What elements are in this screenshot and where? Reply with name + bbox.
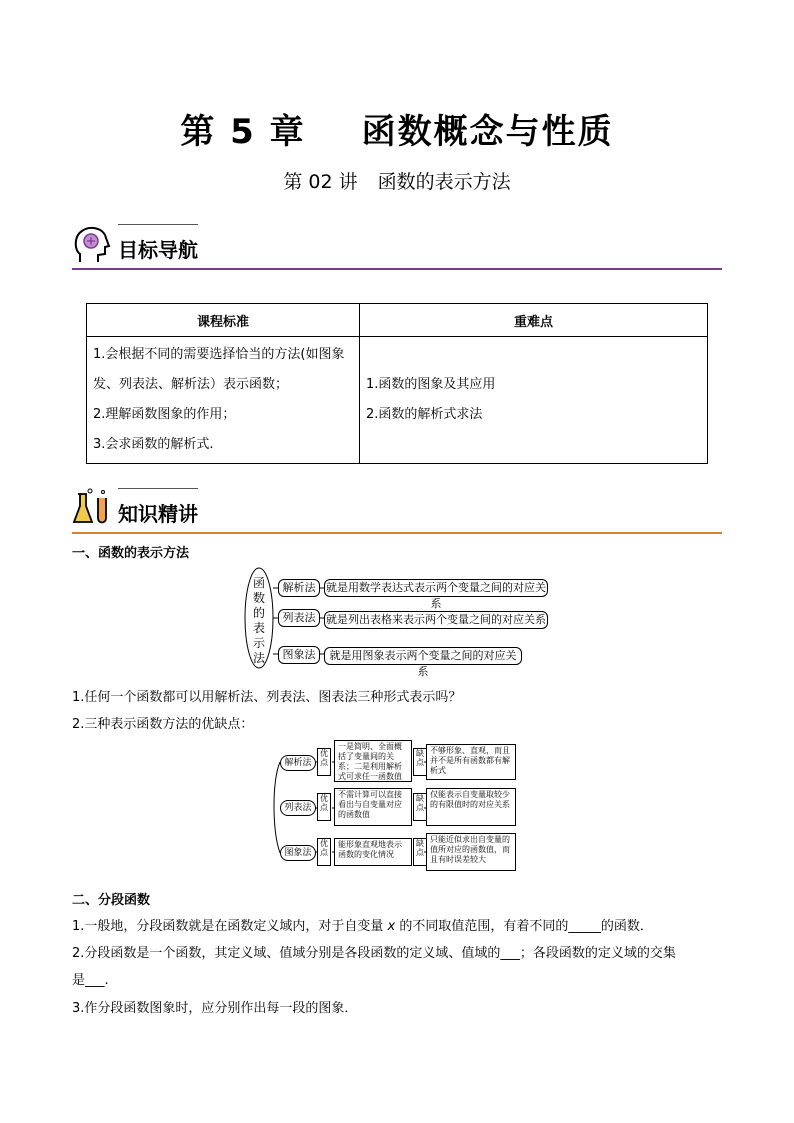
pc-method-graph: 图象法 — [280, 845, 316, 861]
pc-dis-label: 缺点 — [413, 793, 427, 821]
desc-table: 就是列出表格来表示两个变量之间的对应关系 — [324, 611, 548, 629]
pc-method-table: 列表法 — [280, 800, 316, 816]
question-2: 2.三种表示函数方法的优缺点： — [72, 717, 254, 732]
lecture-topic: 函数的表示方法 — [377, 171, 511, 193]
pc-dis-graph: 只能近似求出自变量的值所对应的函数值，而且有时误差较大 — [426, 833, 516, 871]
table-header-standard: 课程标准 — [87, 304, 360, 337]
table-header-keypoints: 重难点 — [360, 304, 708, 337]
part2-heading: 二、分段函数 — [72, 893, 151, 908]
pc-adv-label: 优点 — [317, 748, 331, 776]
standard-item: 2.理解函数图象的作用； — [93, 407, 236, 422]
standards-cell — [87, 337, 360, 464]
lecture-subtitle — [0, 167, 794, 194]
pc-adv-analytic: 一是简明、全面概括了变量间的关系；二是利用解析式可求任一函数值 — [334, 740, 412, 782]
pc-dis-table: 仅能表示自变量取较少的有限值时的对应关系 — [426, 788, 516, 826]
pc-adv-label: 优点 — [317, 793, 331, 821]
pc-dis-analytic: 不够形象、直观，而且并不是所有函数都有解析式 — [426, 744, 516, 780]
desc-analytic: 就是用数学表达式表示两个变量之间的对应关系 — [326, 581, 546, 610]
p1-text-a: 1.一般地，分段函数就是在函数定义域内，对于自变量 — [72, 919, 384, 934]
lecture-number: 第 02 讲 — [283, 171, 358, 193]
brain-head-icon — [72, 224, 112, 266]
method-analytic: 解析法 — [278, 579, 320, 597]
knowledge-section-header — [72, 494, 722, 534]
pc-adv-table: 不需计算可以直接看出与自变量对应的函数值 — [334, 788, 412, 826]
knowledge-divider — [72, 532, 722, 534]
question-1: 1.任何一个函数都可以用解析法、列表法、图表法三种形式表示吗？ — [72, 690, 462, 705]
part2-paragraph-3: 3.作分段函数图象时，应分别作出每一段的图象． — [72, 1001, 358, 1016]
keypoints-cell — [360, 337, 708, 464]
part1-heading: 一、函数的表示方法 — [72, 546, 190, 561]
p1-variable: x — [387, 919, 396, 934]
part2-paragraph-2a: 2.分段函数是一个函数，其定义域、值域分别是各段函数的定义域、值域的___；各段函数的定义域的交集 — [72, 946, 676, 961]
method-graph: 图象法 — [278, 646, 320, 664]
goals-section-header — [72, 230, 722, 270]
chapter-title — [0, 104, 794, 153]
desc-graph: 就是用图象表示两个变量之间的对应关系 — [324, 647, 522, 665]
chapter-number: 第 5 章 — [180, 112, 306, 152]
part2-paragraph-2b: 是___. — [72, 973, 109, 988]
goals-table — [86, 303, 708, 464]
knowledge-section-title: 知识精讲 — [118, 502, 198, 526]
keypoint-item: 2.函数的解析式求法 — [366, 407, 483, 422]
keypoint-item: 1.函数的图象及其应用 — [366, 377, 496, 392]
pc-dis-label: 缺点 — [413, 838, 427, 866]
diagram1-root-label: 函数的表示法 — [252, 576, 265, 665]
goals-divider — [72, 268, 722, 270]
lab-flask-icon — [72, 488, 112, 530]
pc-adv-label: 优点 — [317, 838, 331, 866]
pc-method-analytic: 解析法 — [280, 755, 316, 771]
standard-item: 1.会根据不同的需要选择恰当的方法(如图象发、列表法、解析法）表示函数； — [93, 347, 345, 392]
goals-section-title: 目标导航 — [118, 238, 198, 262]
method-table: 列表法 — [278, 609, 320, 627]
part2-paragraph-1 — [72, 915, 653, 934]
chapter-name: 函数概念与性质 — [361, 112, 614, 152]
standard-item: 3.会求函数的解析式. — [93, 437, 214, 452]
p1-text-b: 的不同取值范围，有着不同的_____的函数． — [399, 919, 653, 934]
pc-adv-graph: 能形象直观地表示函数的变化情况 — [334, 838, 412, 866]
pc-dis-label: 缺点 — [413, 748, 427, 776]
